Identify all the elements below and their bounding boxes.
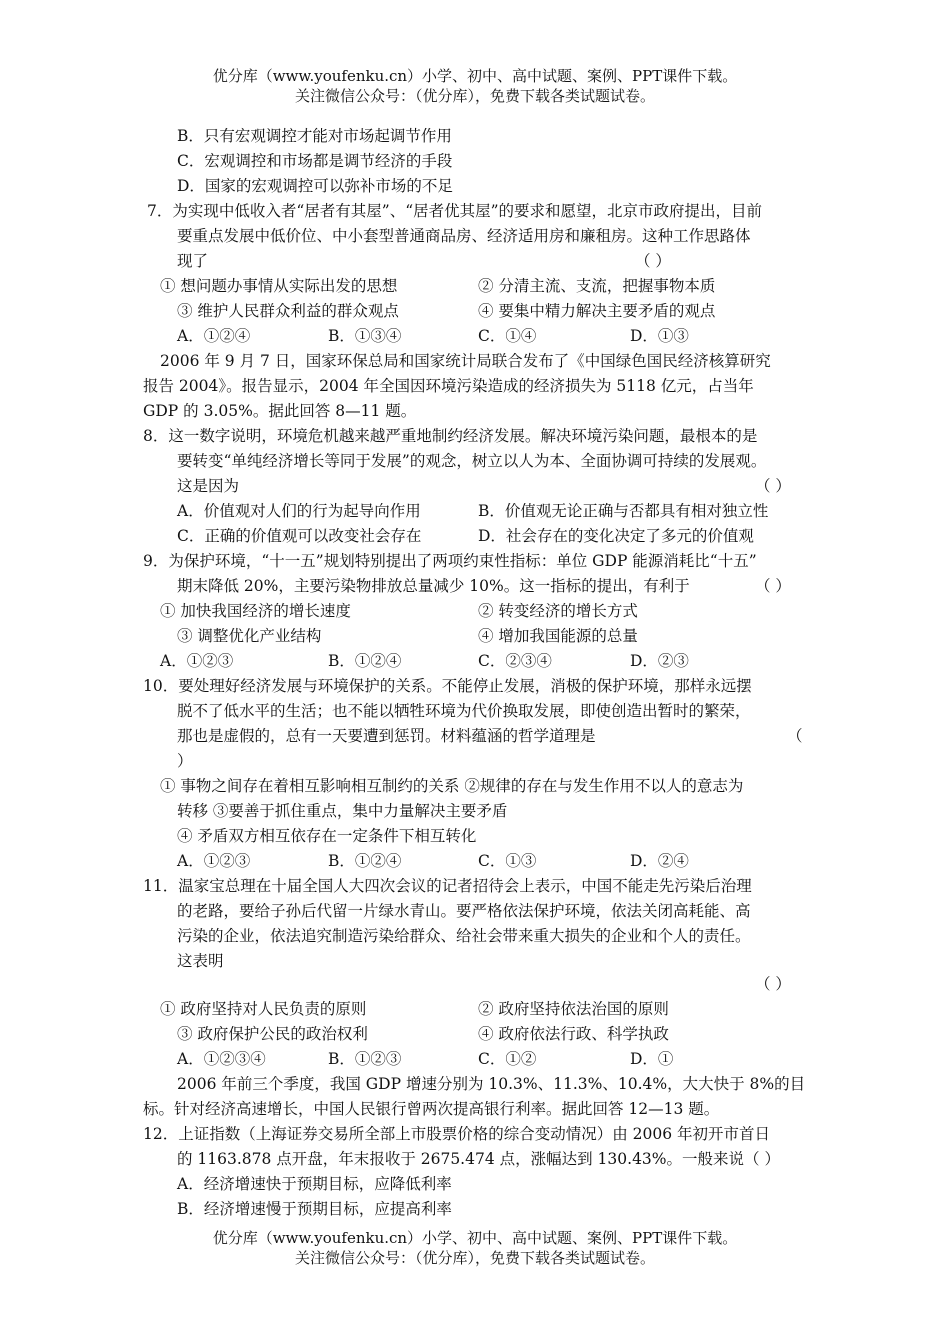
material-12-13-line-1: 2006 年前三个季度，我国 GDP 增速分别为 10.3%、11.3%、10.4%，大大快于 8%的目 bbox=[177, 1075, 806, 1093]
material-8-11-line-3: GDP 的 3.05%。据此回答 8—11 题。 bbox=[143, 402, 417, 420]
q6-option-b: B．只有宏观调控才能对市场起调节作用 bbox=[177, 127, 452, 145]
q7-answer-bracket: （ ） bbox=[635, 252, 671, 270]
q9-option-c: C．②③④ bbox=[478, 652, 552, 670]
q10-stem-line-2: 脱不了低水平的生活；也不能以牺牲环境为代价换取发展，即使创造出暂时的繁荣， bbox=[177, 702, 751, 720]
q11-stem-line-1: 11．温家宝总理在十届全国人大四次会议的记者招待会上表示，中国不能走先污染后治理 bbox=[143, 877, 752, 895]
q9-statement-3: ③ 调整优化产业结构 bbox=[177, 627, 322, 645]
q12-option-a: A．经济增速快于预期目标，应降低利率 bbox=[177, 1175, 452, 1193]
q9-option-d: D．②③ bbox=[630, 652, 689, 670]
q12-stem-line-2: 的 1163.878 点开盘，年末报收于 2675.474 点，涨幅达到 130.43%。一般来说（ ） bbox=[177, 1150, 780, 1168]
q10-option-a: A．①②③ bbox=[177, 852, 251, 870]
q11-option-c: C．①② bbox=[478, 1050, 537, 1068]
q11-stem-line-4: 这表明 bbox=[177, 952, 224, 970]
q9-statement-1: ① 加快我国经济的增长速度 bbox=[160, 602, 351, 620]
q10-statement-line-3: ④ 矛盾双方相互依存在一定条件下相互转化 bbox=[177, 827, 477, 845]
q11-option-b: B．①②③ bbox=[328, 1050, 402, 1068]
q8-option-a: A．价值观对人们的行为起导向作用 bbox=[177, 502, 421, 520]
q12-option-b: B．经济增速慢于预期目标，应提高利率 bbox=[177, 1200, 452, 1218]
material-8-11-line-1: 2006 年 9 月 7 日，国家环保总局和国家统计局联合发布了《中国绿色国民经济核算研究 bbox=[160, 352, 771, 370]
q9-statement-2: ② 转变经济的增长方式 bbox=[478, 602, 638, 620]
footer-line-1: 优分库（www.youfenku.cn）小学、初中、高中试题、案例、PPT课件下载。 bbox=[212, 1229, 738, 1247]
q7-option-d: D．①③ bbox=[630, 327, 689, 345]
footer-line-2: 关注微信公众号：（优分库），免费下载各类试题试卷。 bbox=[294, 1249, 655, 1267]
q8-option-c: C．正确的价值观可以改变社会存在 bbox=[177, 527, 422, 545]
q7-statement-3: ③ 维护人民群众利益的群众观点 bbox=[177, 302, 399, 320]
q11-statement-4: ④ 政府依法行政、科学执政 bbox=[478, 1025, 669, 1043]
q9-stem-line-2: 期末降低 20%，主要污染物排放总量减少 10%。这一指标的提出，有利于 bbox=[177, 577, 690, 595]
q6-option-c: C．宏观调控和市场都是调节经济的手段 bbox=[177, 152, 453, 170]
q7-statement-2: ② 分清主流、支流，把握事物本质 bbox=[478, 277, 716, 295]
q8-stem-line-1: 8．这一数字说明，环境危机越来越严重地制约经济发展。解决环境污染问题，最根本的是 bbox=[143, 427, 758, 445]
q11-statement-1: ① 政府坚持对人民负责的原则 bbox=[160, 1000, 367, 1018]
q11-option-d: D．① bbox=[630, 1050, 674, 1068]
q9-stem-line-1: 9．为保护环境，“十一五”规划特别提出了两项约束性指标：单位 GDP 能源消耗比“十五” bbox=[143, 552, 757, 570]
q10-option-c: C．①③ bbox=[478, 852, 537, 870]
q11-option-a: A．①②③④ bbox=[177, 1050, 266, 1068]
q7-option-b: B．①③④ bbox=[328, 327, 402, 345]
q9-option-a: A．①②③ bbox=[160, 652, 234, 670]
q7-option-a: A．①②④ bbox=[177, 327, 251, 345]
q7-statement-4: ④ 要集中精力解决主要矛盾的观点 bbox=[478, 302, 716, 320]
q11-statement-2: ② 政府坚持依法治国的原则 bbox=[478, 1000, 669, 1018]
q10-statement-line-2: 转移 ③要善于抓住重点，集中力量解决主要矛盾 bbox=[177, 802, 508, 820]
material-8-11-line-2: 报告 2004》。报告显示，2004 年全国因环境污染造成的经济损失为 5118 亿元，占当年 bbox=[143, 377, 754, 395]
q9-answer-bracket: （ ） bbox=[755, 577, 791, 595]
q11-answer-bracket: （ ） bbox=[755, 975, 791, 993]
q10-stem-line-3: 那也是虚假的，总有一天要遭到惩罚。材料蕴涵的哲学道理是 bbox=[177, 727, 596, 745]
q8-stem-line-3: 这是因为 bbox=[177, 477, 240, 495]
q7-stem-line-3: 现了 bbox=[177, 252, 209, 270]
q8-option-b: B．价值观无论正确与否都具有相对独立性 bbox=[478, 502, 769, 520]
q10-option-b: B．①②④ bbox=[328, 852, 402, 870]
q10-bracket-open: （ bbox=[787, 727, 803, 745]
q8-stem-line-2: 要转变“单纯经济增长等同于发展”的观念，树立以人为本、全面协调可持续的发展观。 bbox=[177, 452, 767, 470]
q12-stem-line-1: 12．上证指数（上海证券交易所全部上市股票价格的综合变动情况）由 2006 年初开市首日 bbox=[143, 1125, 771, 1143]
q7-stem-line-2: 要重点发展中低价位、中小套型普通商品房、经济适用房和廉租房。这种工作思路体 bbox=[177, 227, 751, 245]
q7-option-c: C．①④ bbox=[478, 327, 537, 345]
q10-option-d: D．②④ bbox=[630, 852, 689, 870]
q10-statement-line-1: ① 事物之间存在着相互影响相互制约的关系 ②规律的存在与发生作用不以人的意志为 bbox=[160, 777, 744, 795]
q8-option-d: D．社会存在的变化决定了多元的价值观 bbox=[478, 527, 754, 545]
q11-stem-line-3: 污染的企业，依法追究制造污染给群众、给社会带来重大损失的企业和个人的责任。 bbox=[177, 927, 751, 945]
q8-answer-bracket: （ ） bbox=[755, 477, 791, 495]
header-line-2: 关注微信公众号：（优分库），免费下载各类试题试卷。 bbox=[294, 87, 655, 105]
q11-stem-line-2: 的老路，要给子孙后代留一片绿水青山。要严格依法保护环境，依法关闭高耗能、高 bbox=[177, 902, 751, 920]
material-12-13-line-2: 标。针对经济高速增长，中国人民银行曾两次提高银行利率。据此回答 12—13 题。 bbox=[143, 1100, 720, 1118]
header-line-1: 优分库（www.youfenku.cn）小学、初中、高中试题、案例、PPT课件下载。 bbox=[212, 67, 738, 85]
q7-stem-line-1: 7．为实现中低收入者“居者有其屋”、“居者优其屋”的要求和愿望，北京市政府提出，目前 bbox=[147, 202, 763, 220]
q9-option-b: B．①②④ bbox=[328, 652, 402, 670]
q10-bracket-close: ） bbox=[177, 752, 193, 770]
q10-stem-line-1: 10．要处理好经济发展与环境保护的关系。不能停止发展，消极的保护环境，那样永远摆 bbox=[143, 677, 752, 695]
q7-statement-1: ① 想问题办事情从实际出发的思想 bbox=[160, 277, 398, 295]
q9-statement-4: ④ 增加我国能源的总量 bbox=[478, 627, 638, 645]
q6-option-d: D．国家的宏观调控可以弥补市场的不足 bbox=[177, 177, 453, 195]
q11-statement-3: ③ 政府保护公民的政治权利 bbox=[177, 1025, 368, 1043]
